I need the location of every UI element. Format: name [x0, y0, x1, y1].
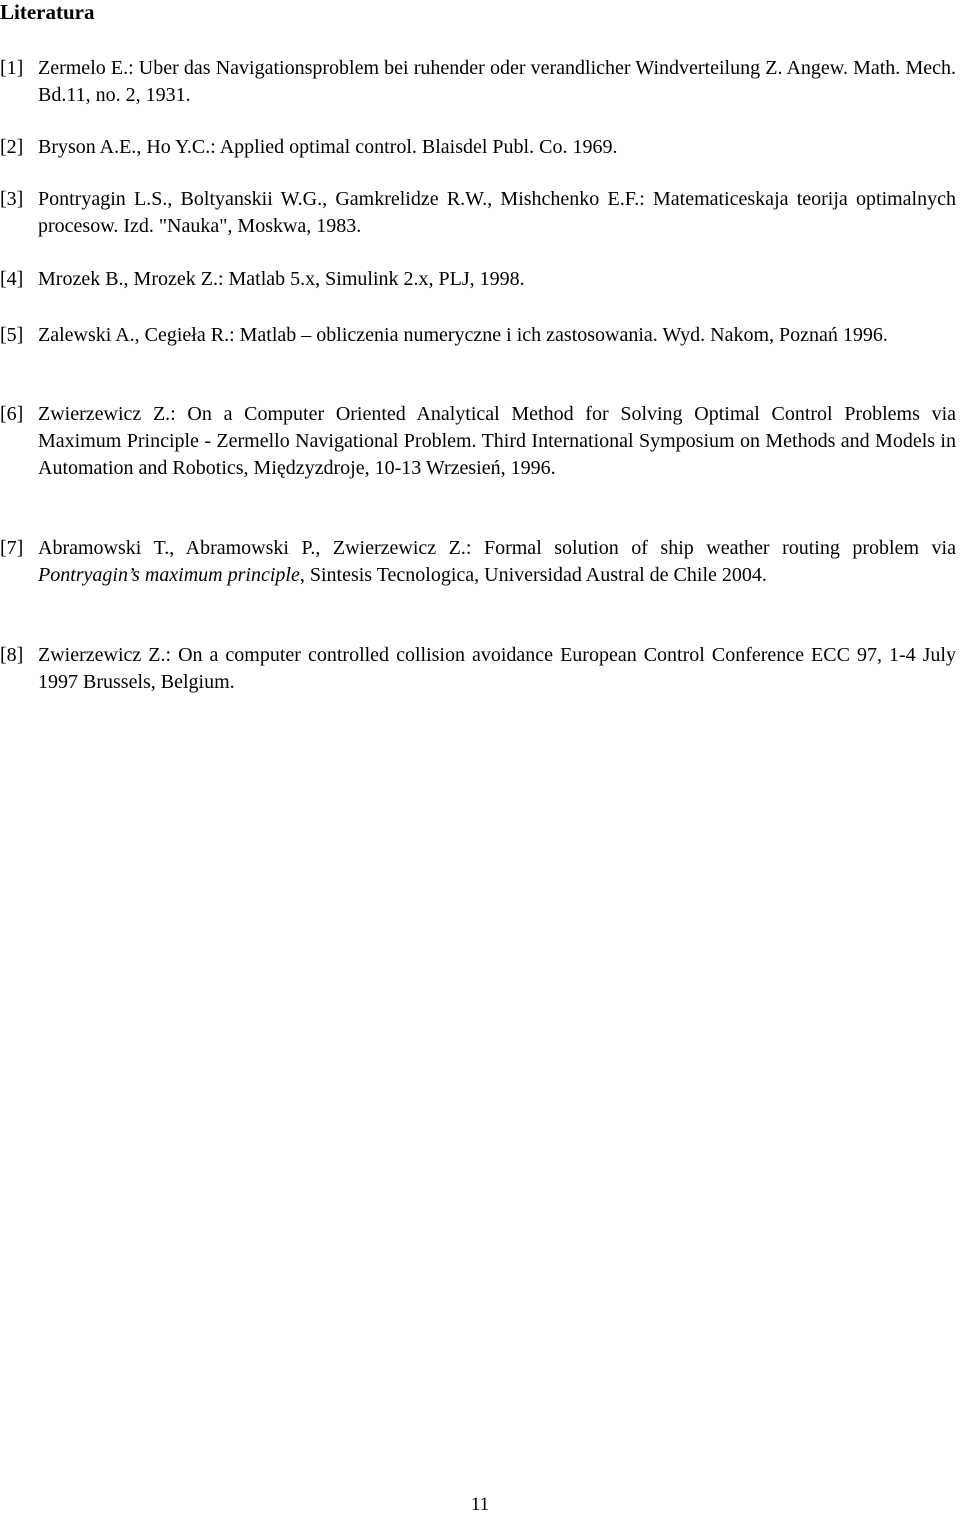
- reference-number: [6]: [0, 403, 24, 425]
- reference-item-5: [0, 322, 956, 349]
- reference-number: [3]: [0, 188, 24, 210]
- reference-number: [8]: [0, 644, 24, 666]
- reference-number: [7]: [0, 537, 24, 559]
- reference-item-2: [0, 134, 956, 161]
- reference-text: Zalewski A., Cegieła R.: Matlab – obliczenia numeryczne i ich zastosowania. Wyd. Nakom, Poznań 1996.: [38, 324, 888, 346]
- reference-text: Pontryagin L.S., Boltyanskii W.G., Gamkrelidze R.W., Mishchenko E.F.: Matematiceskaja teorija optimalnych procesow. Izd. "Nauka", Moskwa, 1983.: [38, 188, 956, 237]
- reference-text: Zermelo E.: Uber das Navigationsproblem bei ruhender oder verandlicher Windverteilung Z. Angew. Math. Mech. Bd.11, no. 2, 1931.: [38, 57, 956, 106]
- reference-number: [4]: [0, 268, 24, 290]
- reference-text: Bryson A.E., Ho Y.C.: Applied optimal control. Blaisdel Publ. Co. 1969.: [38, 136, 618, 158]
- reference-item-6: [0, 401, 956, 482]
- reference-text-end: , Sintesis Tecnologica, Universidad Austral de Chile 2004.: [299, 564, 767, 586]
- reference-text: Zwierzewicz Z.: On a Computer Oriented Analytical Method for Solving Optimal Control Problems via Maximum Principle - Zermello Navigational Problem. Third International Symposium on Methods and Models in Automation and Robotics, Międzyzdroje, 10-13 Wrzesień, 1996.: [38, 403, 956, 479]
- reference-text: Zwierzewicz Z.: On a computer controlled collision avoidance European Control Conference ECC 97, 1-4 July 1997 Brussels, Belgium.: [38, 644, 956, 693]
- reference-number: [1]: [0, 57, 24, 79]
- reference-number: [5]: [0, 324, 24, 346]
- reference-item-8: [0, 642, 956, 696]
- reference-text: Mrozek B., Mrozek Z.: Matlab 5.x, Simulink 2.x, PLJ, 1998.: [38, 268, 525, 290]
- reference-item-1: [0, 55, 956, 109]
- reference-item-7: [0, 535, 956, 589]
- reference-number: [2]: [0, 136, 24, 158]
- reference-item-4: [0, 266, 956, 293]
- reference-text-italic: Pontryagin’s maximum principle: [38, 564, 300, 586]
- section-heading: Literatura: [0, 0, 95, 24]
- reference-item-3: [0, 186, 956, 240]
- reference-text-start: Abramowski T., Abramowski P., Zwierzewicz Z.: Formal solution of ship weather routing problem via: [38, 537, 956, 559]
- page-number: 11: [470, 1494, 490, 1515]
